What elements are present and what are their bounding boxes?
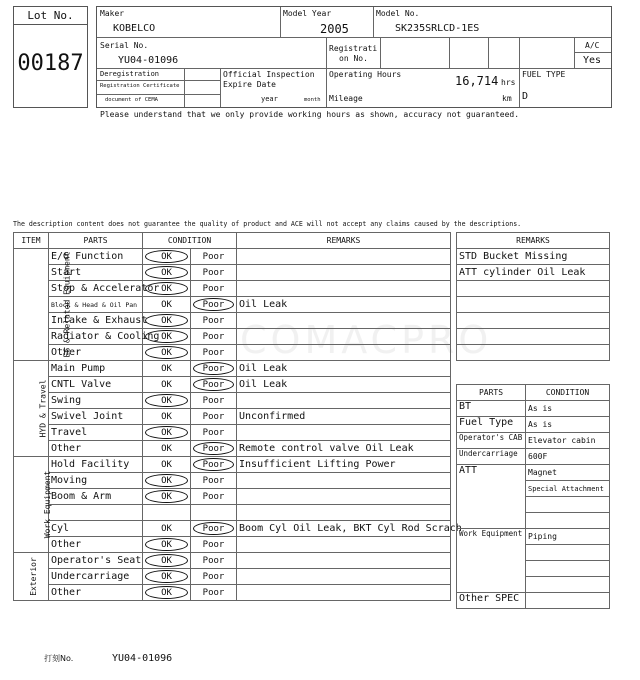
spec-value — [526, 593, 610, 609]
fuel-type-label: FUEL TYPE — [522, 70, 566, 79]
stamp-value: YU04-01096 — [112, 653, 173, 664]
condition-ok[interactable] — [143, 265, 191, 281]
watermark: COMACPRO — [240, 318, 493, 362]
inspection-row — [14, 569, 451, 585]
model-year-label: Model Year — [283, 9, 332, 18]
part-name: Start — [49, 265, 143, 281]
part-name: Boom & Arm — [49, 489, 143, 505]
spec-part: Work Equipment — [457, 529, 526, 593]
model-year-value: 2005 — [320, 22, 349, 36]
registration-label-2: on No. — [339, 54, 368, 63]
item-section — [14, 553, 49, 601]
poor-label: Poor — [202, 379, 225, 390]
inspection-label-2: Expire Date — [223, 80, 276, 89]
remarks-cell — [237, 313, 451, 329]
maker-label: Maker — [100, 9, 125, 18]
ok-label: OK — [161, 283, 172, 294]
operating-hours-label: Operating Hours — [329, 70, 402, 79]
ac-label: A/C — [585, 41, 600, 50]
inspection-row — [14, 521, 451, 537]
description-notice: The description content does not guarantee the quality of product and ACE will not accept any claims caused by the descriptions. — [13, 220, 522, 228]
condition-ok[interactable] — [143, 361, 191, 377]
ok-label: OK — [161, 555, 172, 566]
poor-label: Poor — [202, 315, 225, 326]
registration-certificate-label: Registration Certificate — [100, 83, 180, 89]
remarks-cell — [237, 537, 451, 553]
condition-poor[interactable] — [191, 249, 237, 265]
ok-label: OK — [161, 427, 172, 438]
poor-label: Poor — [202, 539, 225, 550]
serial-value: YU04-01096 — [118, 55, 179, 66]
condition-ok[interactable] — [143, 281, 191, 297]
condition-poor[interactable] — [191, 297, 237, 313]
condition-ok[interactable] — [143, 441, 191, 457]
poor-label: Poor — [202, 267, 225, 278]
condition-ok[interactable] — [143, 377, 191, 393]
remarks-cell: Remote control valve Oil Leak — [237, 441, 451, 457]
remarks-cell: Unconfirmed — [237, 409, 451, 425]
ok-label: OK — [161, 587, 172, 598]
remarks-cell: Oil Leak — [237, 377, 451, 393]
remarks-line-text — [457, 281, 610, 297]
remarks-cell — [237, 329, 451, 345]
inspection-label-1: Official Inspection — [223, 70, 315, 79]
remarks-line — [457, 329, 610, 345]
inspection-row — [14, 489, 451, 505]
remarks-box-header: REMARKS — [457, 233, 610, 249]
spec-value: Magnet — [526, 465, 610, 481]
inspection-table — [13, 232, 462, 601]
part-name: Undercarriage — [49, 569, 143, 585]
remarks-cell — [237, 553, 451, 569]
condition-ok[interactable] — [143, 249, 191, 265]
remarks-line — [457, 313, 610, 329]
lot-label: Lot No. — [14, 7, 87, 25]
condition-poor[interactable] — [191, 521, 237, 537]
poor-label: Poor — [202, 475, 225, 486]
inspection-row — [14, 425, 451, 441]
condition-poor[interactable] — [191, 361, 237, 377]
ok-label: OK — [161, 299, 172, 310]
poor-label: Poor — [202, 587, 225, 598]
condition-ok[interactable] — [143, 345, 191, 361]
spec-condition-header: CONDITION — [526, 385, 610, 401]
condition-poor[interactable] — [191, 345, 237, 361]
remarks-line — [457, 265, 610, 281]
remarks-line-text — [457, 313, 610, 329]
spec-value — [526, 561, 610, 577]
part-name: Swivel Joint — [49, 409, 143, 425]
part-name: CNTL Valve — [49, 377, 143, 393]
condition-ok[interactable] — [143, 505, 191, 521]
condition-poor[interactable] — [191, 329, 237, 345]
remarks-cell: Oil Leak — [237, 361, 451, 377]
remarks-cell — [237, 505, 451, 521]
condition-poor[interactable] — [191, 377, 237, 393]
condition-ok[interactable] — [143, 457, 191, 473]
maker-value: KOBELCO — [113, 23, 156, 34]
part-name: Other — [49, 537, 143, 553]
part-name: Stop & Accelerator — [49, 281, 143, 297]
condition-ok[interactable] — [143, 537, 191, 553]
part-name: Travel — [49, 425, 143, 441]
condition-poor[interactable] — [191, 313, 237, 329]
remarks-cell — [237, 345, 451, 361]
remarks-cell — [237, 569, 451, 585]
part-name — [49, 505, 143, 521]
operating-hours-value: 16,714 — [455, 74, 499, 88]
fuel-type-value: D — [522, 91, 529, 102]
inspection-row — [14, 361, 451, 377]
lot-number: 00187 — [17, 51, 84, 76]
ok-label: OK — [161, 491, 172, 502]
inspection-row — [14, 377, 451, 393]
spec-part: Other SPEC — [457, 593, 526, 609]
lot-box — [13, 6, 88, 108]
condition-ok[interactable] — [143, 521, 191, 537]
remarks-cell — [237, 585, 451, 601]
inspection-row — [14, 505, 451, 521]
spec-part: BT — [457, 401, 526, 417]
poor-label: Poor — [202, 251, 225, 262]
spec-value: 600F — [526, 449, 610, 465]
condition-ok[interactable] — [143, 313, 191, 329]
part-name: Main Pump — [49, 361, 143, 377]
remarks-line-text — [457, 297, 610, 313]
item-section — [14, 457, 53, 553]
remarks-line-text — [457, 329, 610, 345]
part-name: Moving — [49, 473, 143, 489]
inspection-row — [14, 457, 451, 473]
inspection-row — [14, 473, 451, 489]
poor-label: Poor — [202, 523, 225, 534]
ok-label: OK — [161, 443, 172, 454]
condition-ok[interactable] — [143, 489, 191, 505]
remarks-line-text: STD Bucket Missing — [457, 249, 610, 265]
section-name: Exterior — [28, 557, 38, 596]
spec-value: As is — [526, 417, 610, 433]
poor-label: Poor — [202, 299, 225, 310]
condition-poor[interactable] — [191, 537, 237, 553]
part-name: Other — [49, 345, 143, 361]
item-header: ITEM — [14, 233, 49, 249]
model-no-value: SK235SRLCD-1ES — [395, 23, 480, 34]
spec-row — [457, 529, 610, 545]
poor-label: Poor — [202, 347, 225, 358]
registration-label-1: Registrati — [329, 44, 378, 53]
spec-part: Fuel Type — [457, 417, 526, 433]
month-label: month — [304, 97, 321, 103]
part-name: Radiator & Cooling — [49, 329, 143, 345]
poor-label: Poor — [202, 331, 225, 342]
ok-label: OK — [161, 251, 172, 262]
condition-ok[interactable] — [143, 393, 191, 409]
spec-table — [456, 384, 610, 609]
year-label: year — [261, 95, 278, 103]
condition-poor[interactable] — [191, 585, 237, 601]
part-name: Swing — [49, 393, 143, 409]
ok-label: OK — [161, 475, 172, 486]
part-name: Other — [49, 441, 143, 457]
section-name: Work Equipment — [43, 470, 53, 539]
spec-value: Piping — [526, 529, 610, 545]
part-name: Operator's Seat — [49, 553, 143, 569]
spec-row — [457, 449, 610, 465]
inspection-row — [14, 313, 451, 329]
spec-value — [526, 577, 610, 593]
condition-ok[interactable] — [143, 329, 191, 345]
inspection-row — [14, 249, 451, 265]
ac-value: Yes — [583, 55, 602, 66]
ok-label: OK — [161, 267, 172, 278]
hours-unit: hrs — [501, 78, 516, 87]
remarks-line — [457, 345, 610, 361]
spec-header-row — [457, 385, 610, 401]
condition-poor[interactable] — [191, 425, 237, 441]
part-name: Block & Head & Oil Pan — [49, 297, 143, 313]
part-name: Other — [49, 585, 143, 601]
inspection-row — [14, 265, 451, 281]
remarks-cell — [237, 473, 451, 489]
ok-label: OK — [161, 379, 172, 390]
spec-value — [526, 497, 610, 513]
part-name: E/G Function — [49, 249, 143, 265]
ok-label: OK — [161, 363, 172, 374]
inspection-row — [14, 441, 451, 457]
poor-label: Poor — [202, 427, 225, 438]
cema-label: document of CEMA — [105, 97, 158, 103]
part-name: Cyl — [49, 521, 143, 537]
poor-label: Poor — [202, 411, 225, 422]
remarks-cell: Oil Leak — [237, 297, 451, 313]
ok-label: OK — [161, 347, 172, 358]
hours-notice: Please understand that we only provide working hours as shown, accuracy not guaranteed. — [100, 110, 520, 119]
condition-ok[interactable] — [143, 425, 191, 441]
remarks-line — [457, 249, 610, 265]
ok-label: OK — [161, 571, 172, 582]
poor-label: Poor — [202, 395, 225, 406]
condition-poor[interactable] — [191, 569, 237, 585]
spec-part: ATT — [457, 465, 526, 529]
item-section — [14, 361, 49, 457]
poor-label: Poor — [202, 571, 225, 582]
spec-part: Operator's CAB — [457, 433, 526, 449]
condition-poor[interactable] — [191, 265, 237, 281]
poor-label: Poor — [202, 363, 225, 374]
inspection-row — [14, 281, 451, 297]
inspection-row — [14, 553, 451, 569]
spec-row — [457, 465, 610, 481]
condition-poor[interactable] — [191, 409, 237, 425]
remarks-header: REMARKS — [237, 233, 451, 249]
ok-label: OK — [161, 315, 172, 326]
inspection-row — [14, 537, 451, 553]
spec-part: Undercarriage — [457, 449, 526, 465]
remarks-cell — [237, 425, 451, 441]
remarks-line — [457, 281, 610, 297]
remarks-line-text: ATT cylinder Oil Leak — [457, 265, 610, 281]
condition-ok[interactable] — [143, 585, 191, 601]
remarks-cell — [237, 281, 451, 297]
parts-header: PARTS — [49, 233, 143, 249]
condition-poor[interactable] — [191, 393, 237, 409]
poor-label: Poor — [202, 443, 225, 454]
model-no-label: Model No. — [376, 9, 420, 18]
condition-ok[interactable] — [143, 553, 191, 569]
part-name: Intake & Exhaust — [49, 313, 143, 329]
remarks-cell: Insufficient Lifting Power — [237, 457, 451, 473]
inspection-row — [14, 585, 451, 601]
condition-poor[interactable] — [191, 457, 237, 473]
ok-label: OK — [161, 539, 172, 550]
spec-value: Elevator cabin — [526, 433, 610, 449]
condition-poor[interactable] — [191, 441, 237, 457]
inspection-row — [14, 329, 451, 345]
remarks-cell — [237, 265, 451, 281]
spec-value — [526, 513, 610, 529]
remarks-cell — [237, 249, 451, 265]
condition-poor[interactable] — [191, 281, 237, 297]
spec-row — [457, 433, 610, 449]
remarks-line-text — [457, 345, 610, 361]
remarks-cell: Boom Cyl Oil Leak, BKT Cyl Rod Scrach — [237, 521, 451, 537]
remarks-line — [457, 297, 610, 313]
ok-label: OK — [161, 411, 172, 422]
condition-poor[interactable] — [191, 505, 237, 521]
spec-row — [457, 593, 610, 609]
mileage-unit: km — [502, 94, 512, 103]
condition-ok[interactable] — [143, 409, 191, 425]
condition-poor[interactable] — [191, 553, 237, 569]
poor-label: Poor — [202, 491, 225, 502]
ok-label: OK — [161, 523, 172, 534]
poor-label: Poor — [202, 555, 225, 566]
spec-row — [457, 417, 610, 433]
section-name: HYD & Travel — [38, 379, 48, 438]
mileage-label: Mileage — [329, 94, 363, 103]
part-name: Hold Facility — [49, 457, 143, 473]
inspection-row — [14, 345, 451, 361]
stamp-label: 打刻No. — [44, 654, 74, 663]
deregistration-label: Deregistration — [100, 70, 160, 78]
spec-row — [457, 401, 610, 417]
spec-parts-header: PARTS — [457, 385, 526, 401]
condition-poor[interactable] — [191, 489, 237, 505]
serial-label: Serial No. — [100, 41, 149, 50]
poor-label: Poor — [202, 283, 225, 294]
ok-label: OK — [161, 395, 172, 406]
ok-label: OK — [161, 331, 172, 342]
condition-ok[interactable] — [143, 297, 191, 313]
condition-poor[interactable] — [191, 473, 237, 489]
remarks-table — [456, 232, 610, 361]
condition-ok[interactable] — [143, 473, 191, 489]
spec-value: As is — [526, 401, 610, 417]
ok-label: OK — [161, 459, 172, 470]
remarks-cell — [237, 489, 451, 505]
spec-value — [526, 545, 610, 561]
vehicle-info-box — [96, 6, 612, 108]
inspection-row — [14, 297, 451, 313]
spec-value: Special Attachment — [526, 481, 610, 497]
section-name: EG & Related Equipment — [62, 251, 72, 358]
inspection-header-row — [14, 233, 451, 249]
poor-label: Poor — [202, 459, 225, 470]
condition-header: CONDITION — [143, 233, 237, 249]
remarks-cell — [237, 393, 451, 409]
condition-ok[interactable] — [143, 569, 191, 585]
inspection-row — [14, 393, 451, 409]
inspection-row — [14, 409, 451, 425]
